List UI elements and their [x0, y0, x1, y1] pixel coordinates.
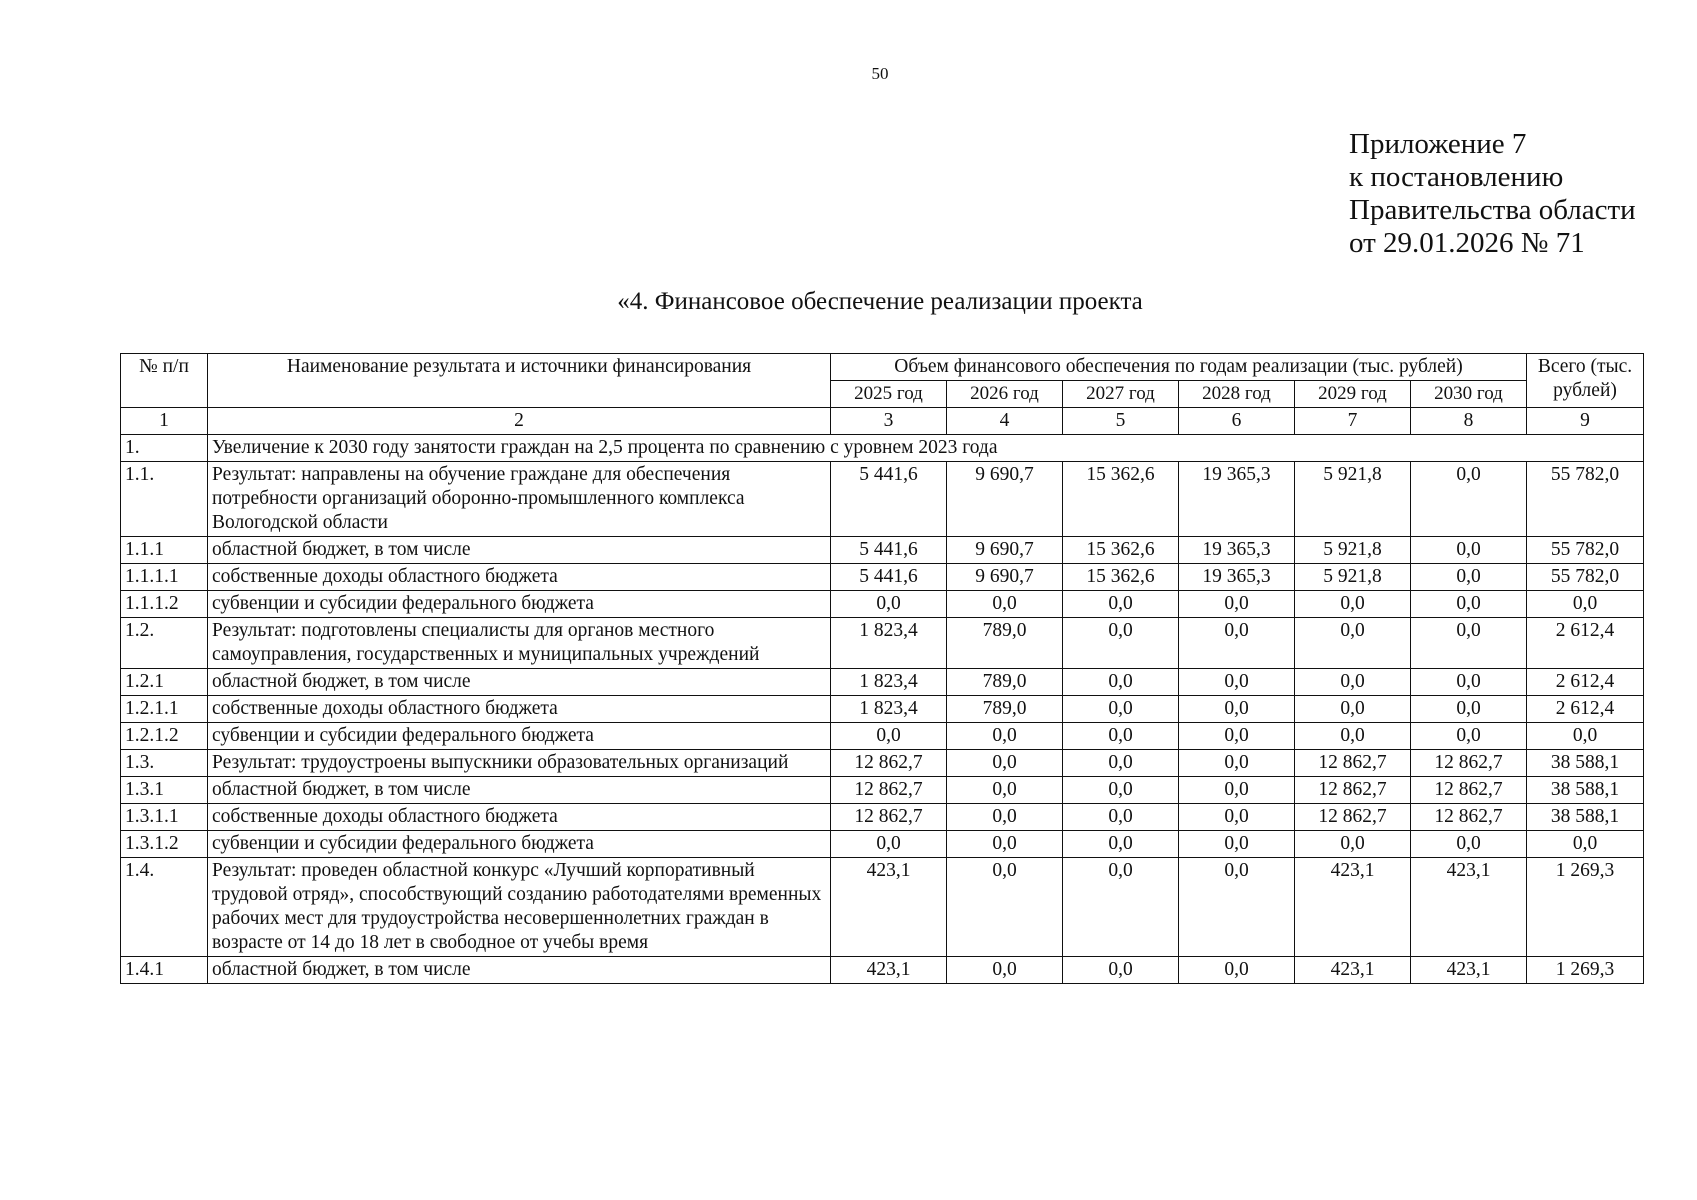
row-value: 0,0	[947, 750, 1063, 777]
row-total: 38 588,1	[1527, 804, 1644, 831]
row-value: 0,0	[1179, 750, 1295, 777]
row-value: 12 862,7	[831, 804, 947, 831]
row-value: 15 362,6	[1063, 564, 1179, 591]
row-value: 19 365,3	[1179, 564, 1295, 591]
row-value: 12 862,7	[831, 777, 947, 804]
row-value: 0,0	[1063, 858, 1179, 957]
row-value: 0,0	[947, 957, 1063, 984]
row-value: 5 441,6	[831, 462, 947, 537]
appendix-line-2: к постановлению	[1349, 161, 1564, 193]
row-name: областной бюджет, в том числе	[208, 537, 831, 564]
row-value: 5 441,6	[831, 564, 947, 591]
row-value: 0,0	[947, 723, 1063, 750]
row-value: 0,0	[1179, 591, 1295, 618]
header-num: № п/п	[121, 354, 208, 408]
header-year: 2026 год	[947, 381, 1063, 408]
row-value: 0,0	[1295, 696, 1411, 723]
row-index: 1.4.	[121, 858, 208, 957]
header-year: 2030 год	[1411, 381, 1527, 408]
row-value: 0,0	[1179, 777, 1295, 804]
table-row	[121, 591, 1644, 618]
row-value: 0,0	[947, 804, 1063, 831]
row-name: собственные доходы областного бюджета	[208, 696, 831, 723]
row-index: 1.2.	[121, 618, 208, 669]
table-row	[121, 750, 1644, 777]
appendix-block	[1349, 128, 1636, 260]
row-value: 0,0	[1063, 957, 1179, 984]
row-name: Результат: направлены на обучение граждане для обеспечения потребности организаций оборонно-промышленного комплекса Вологодской области	[208, 462, 831, 537]
table-row	[121, 858, 1644, 957]
row-value: 9 690,7	[947, 537, 1063, 564]
page-number: 50	[871, 64, 889, 83]
row-value: 15 362,6	[1063, 462, 1179, 537]
goal-index: 1.	[121, 435, 208, 462]
table-row	[121, 669, 1644, 696]
row-value: 0,0	[1411, 696, 1527, 723]
table-row	[121, 618, 1644, 669]
row-value: 0,0	[1063, 831, 1179, 858]
column-number: 9	[1527, 408, 1644, 435]
row-value: 0,0	[1179, 696, 1295, 723]
row-value: 5 441,6	[831, 537, 947, 564]
row-total: 1 269,3	[1527, 858, 1644, 957]
row-value: 789,0	[947, 669, 1063, 696]
row-name: областной бюджет, в том числе	[208, 957, 831, 984]
appendix-line-1: Приложение 7	[1349, 128, 1527, 160]
column-number: 6	[1179, 408, 1295, 435]
column-number: 7	[1295, 408, 1411, 435]
row-value: 0,0	[1063, 723, 1179, 750]
row-total: 2 612,4	[1527, 669, 1644, 696]
header-year: 2028 год	[1179, 381, 1295, 408]
row-total: 38 588,1	[1527, 777, 1644, 804]
row-value: 0,0	[1295, 831, 1411, 858]
row-value: 0,0	[1063, 591, 1179, 618]
header-year: 2029 год	[1295, 381, 1411, 408]
row-name: собственные доходы областного бюджета	[208, 564, 831, 591]
table-row	[121, 723, 1644, 750]
row-value: 12 862,7	[1411, 804, 1527, 831]
column-number: 8	[1411, 408, 1527, 435]
row-value: 0,0	[1411, 831, 1527, 858]
row-value: 423,1	[1411, 957, 1527, 984]
row-total: 2 612,4	[1527, 696, 1644, 723]
row-index: 1.2.1	[121, 669, 208, 696]
row-value: 9 690,7	[947, 564, 1063, 591]
row-value: 789,0	[947, 618, 1063, 669]
row-value: 0,0	[1411, 591, 1527, 618]
row-index: 1.3.1	[121, 777, 208, 804]
table-row	[121, 777, 1644, 804]
column-numbers-row	[121, 408, 1644, 435]
row-index: 1.1.	[121, 462, 208, 537]
row-value: 423,1	[831, 858, 947, 957]
row-value: 0,0	[1063, 669, 1179, 696]
row-value: 423,1	[831, 957, 947, 984]
row-value: 12 862,7	[1295, 750, 1411, 777]
goal-text: Увеличение к 2030 году занятости граждан на 2,5 процента по сравнению с уровнем 2023 года	[208, 435, 1644, 462]
row-index: 1.3.	[121, 750, 208, 777]
row-value: 0,0	[947, 777, 1063, 804]
row-value: 9 690,7	[947, 462, 1063, 537]
row-value: 0,0	[1411, 618, 1527, 669]
row-name: Результат: трудоустроены выпускники образовательных организаций	[208, 750, 831, 777]
row-index: 1.4.1	[121, 957, 208, 984]
row-value: 12 862,7	[1411, 777, 1527, 804]
row-name: Результат: проведен областной конкурс «Лучший корпоративный трудовой отряд», способствующий созданию работодателями временных рабочих мест для трудоустройства несовершеннолетних граждан в возрасте от 14 до 18 лет в свободное от учебы время	[208, 858, 831, 957]
row-value: 0,0	[1063, 750, 1179, 777]
column-number: 1	[121, 408, 208, 435]
row-total: 0,0	[1527, 831, 1644, 858]
row-value: 0,0	[1063, 804, 1179, 831]
row-value: 19 365,3	[1179, 537, 1295, 564]
row-name: областной бюджет, в том числе	[208, 669, 831, 696]
row-name: Результат: подготовлены специалисты для органов местного самоуправления, государственных и муниципальных учреждений	[208, 618, 831, 669]
row-value: 789,0	[947, 696, 1063, 723]
row-index: 1.2.1.1	[121, 696, 208, 723]
row-value: 0,0	[1179, 957, 1295, 984]
header-year: 2025 год	[831, 381, 947, 408]
column-number: 5	[1063, 408, 1179, 435]
table-row	[121, 831, 1644, 858]
row-value: 0,0	[1063, 618, 1179, 669]
financing-table	[120, 353, 1644, 984]
row-value: 0,0	[1295, 618, 1411, 669]
table-row	[121, 696, 1644, 723]
row-name: субвенции и субсидии федерального бюджета	[208, 723, 831, 750]
row-value: 0,0	[1179, 618, 1295, 669]
row-value: 0,0	[831, 831, 947, 858]
row-name: областной бюджет, в том числе	[208, 777, 831, 804]
row-total: 55 782,0	[1527, 462, 1644, 537]
row-total: 55 782,0	[1527, 564, 1644, 591]
row-value: 1 823,4	[831, 696, 947, 723]
goal-row	[121, 435, 1644, 462]
row-value: 0,0	[1179, 858, 1295, 957]
row-index: 1.3.1.2	[121, 831, 208, 858]
table-row	[121, 462, 1644, 537]
row-value: 0,0	[947, 858, 1063, 957]
row-value: 0,0	[947, 831, 1063, 858]
row-value: 12 862,7	[1295, 804, 1411, 831]
header-year: 2027 год	[1063, 381, 1179, 408]
row-value: 12 862,7	[1411, 750, 1527, 777]
table-row	[121, 537, 1644, 564]
row-value: 12 862,7	[831, 750, 947, 777]
row-value: 1 823,4	[831, 618, 947, 669]
table-row	[121, 957, 1644, 984]
row-name: собственные доходы областного бюджета	[208, 804, 831, 831]
row-value: 0,0	[831, 723, 947, 750]
row-index: 1.2.1.2	[121, 723, 208, 750]
row-value: 0,0	[1179, 669, 1295, 696]
row-value: 15 362,6	[1063, 537, 1179, 564]
row-value: 0,0	[1411, 564, 1527, 591]
table-row	[121, 564, 1644, 591]
row-value: 19 365,3	[1179, 462, 1295, 537]
row-total: 2 612,4	[1527, 618, 1644, 669]
column-number: 4	[947, 408, 1063, 435]
table-row	[121, 804, 1644, 831]
row-value: 0,0	[1179, 723, 1295, 750]
row-value: 0,0	[1411, 723, 1527, 750]
header-volume: Объем финансового обеспечения по годам реализации (тыс. рублей)	[831, 354, 1527, 381]
row-total: 0,0	[1527, 591, 1644, 618]
row-total: 0,0	[1527, 723, 1644, 750]
row-value: 0,0	[1295, 723, 1411, 750]
row-name: субвенции и субсидии федерального бюджета	[208, 831, 831, 858]
row-value: 0,0	[1411, 669, 1527, 696]
header-total: Всего (тыс. рублей)	[1527, 354, 1644, 408]
table-body	[121, 435, 1644, 984]
row-name: субвенции и субсидии федерального бюджета	[208, 591, 831, 618]
row-value: 5 921,8	[1295, 462, 1411, 537]
section-title: «4. Финансовое обеспечение реализации проекта	[617, 288, 1143, 315]
row-value: 0,0	[1411, 462, 1527, 537]
row-value: 0,0	[1179, 831, 1295, 858]
row-value: 0,0	[947, 591, 1063, 618]
row-index: 1.1.1	[121, 537, 208, 564]
row-value: 423,1	[1295, 858, 1411, 957]
row-value: 423,1	[1295, 957, 1411, 984]
row-value: 12 862,7	[1295, 777, 1411, 804]
row-index: 1.3.1.1	[121, 804, 208, 831]
row-index: 1.1.1.1	[121, 564, 208, 591]
appendix-line-3: Правительства области	[1349, 194, 1636, 226]
row-index: 1.1.1.2	[121, 591, 208, 618]
column-number: 2	[208, 408, 831, 435]
row-value: 0,0	[1063, 696, 1179, 723]
row-value: 1 823,4	[831, 669, 947, 696]
row-total: 55 782,0	[1527, 537, 1644, 564]
row-total: 1 269,3	[1527, 957, 1644, 984]
row-value: 0,0	[1295, 669, 1411, 696]
header-name: Наименование результата и источники финансирования	[208, 354, 831, 408]
row-value: 0,0	[1295, 591, 1411, 618]
row-value: 0,0	[1179, 804, 1295, 831]
row-value: 5 921,8	[1295, 564, 1411, 591]
row-value: 5 921,8	[1295, 537, 1411, 564]
row-value: 423,1	[1411, 858, 1527, 957]
row-value: 0,0	[831, 591, 947, 618]
appendix-line-4: от 29.01.2026 № 71	[1349, 227, 1585, 259]
row-total: 38 588,1	[1527, 750, 1644, 777]
row-value: 0,0	[1063, 777, 1179, 804]
column-number: 3	[831, 408, 947, 435]
row-value: 0,0	[1411, 537, 1527, 564]
